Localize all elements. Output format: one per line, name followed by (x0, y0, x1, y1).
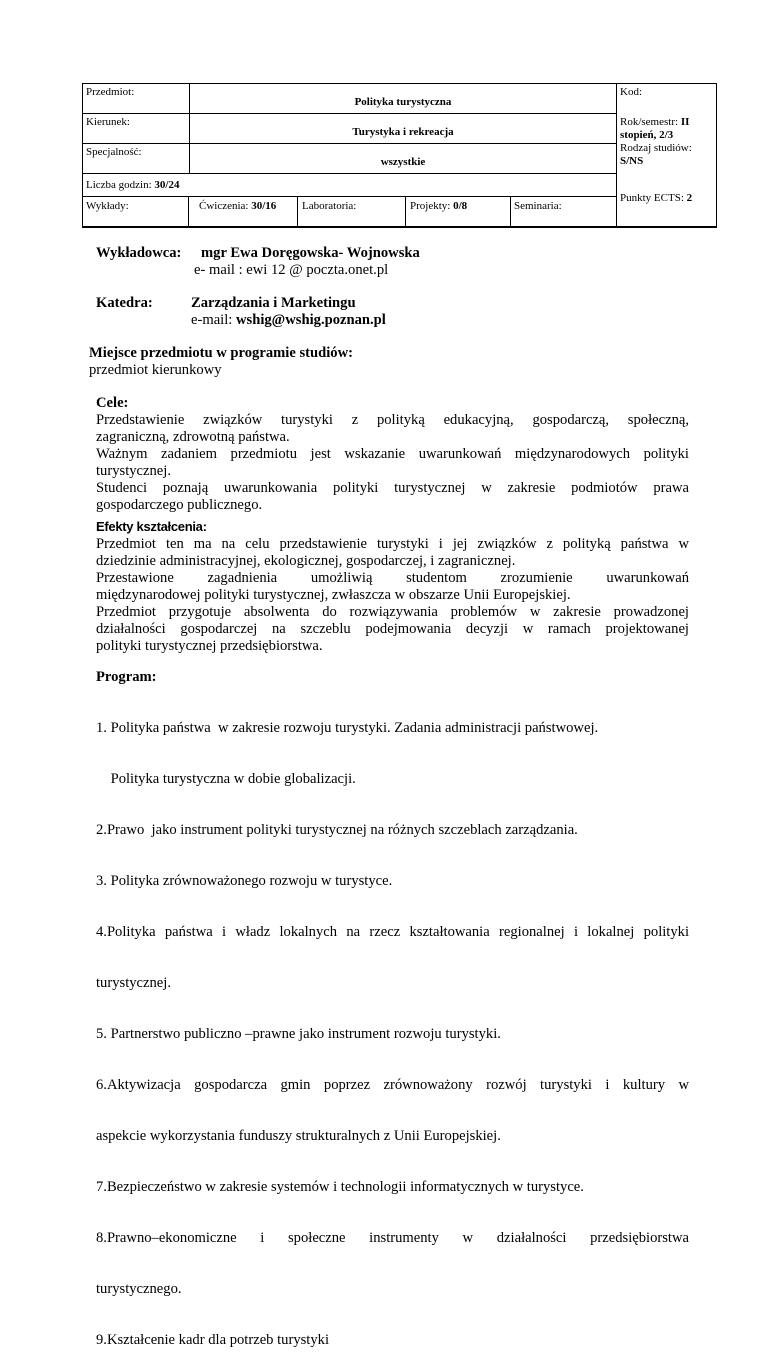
effects-line: działalności gospodarczej na szczeblu podejmowania decyzji w ramach projektowanej (96, 621, 689, 637)
rok-semestr-cell (620, 116, 716, 168)
liczba-value: 30/24 (154, 179, 180, 191)
kierunek-label: Kierunek: (86, 116, 130, 128)
place-text: przedmiot kierunkowy (89, 362, 222, 378)
laboratoria-label: Laboratoria: (302, 200, 357, 212)
department-email: wshig@wshig.poznan.pl (236, 312, 386, 328)
program-item: 1. Polityka państwa w zakresie rozwoju turystyki. Zadania administracji państwowej. (96, 720, 599, 736)
cwiczenia-label: Ćwiczenia: (199, 200, 249, 212)
ects-label: Punkty ECTS: (620, 192, 684, 204)
effects-line: polityki turystycznej przedsiębiorstwa. (96, 638, 323, 654)
effects-line: Przedmiot ten ma na celu przedstawienie turystyki i jej związków z polityką państwa w (96, 536, 689, 552)
ects-cell (620, 192, 692, 205)
program-item: 9.Kształcenie kadr dla potrzeb turystyki (96, 1332, 330, 1348)
seminaria-label: Seminaria: (514, 200, 562, 212)
liczba-godzin-cell (86, 179, 179, 192)
effects-line: międzynarodowej polityki turystycznej, zwłaszcza w obszarze Unii Europejskiej. (96, 587, 571, 603)
effects-heading: Efekty kształcenia: (96, 519, 207, 534)
lecturer-name: mgr Ewa Doręgowska- Wojnowska (201, 245, 420, 261)
projekty-value: 0/8 (453, 200, 468, 212)
lecturer-email: e- mail : ewi 12 @ poczta.onet.pl (194, 262, 389, 278)
program-item: turystycznej. (96, 975, 171, 991)
program-item: 5. Partnerstwo publiczno –prawne jako instrument rozwoju turystyki. (96, 1026, 501, 1042)
program-item: 4.Polityka państwa i władz lokalnych na rzecz kształtowania regionalnej i lokalnej polityki (96, 924, 689, 940)
kod-label: Kod: (620, 86, 642, 98)
effects-line: Przestawione zagadnienia umożliwią studentom zrozumienie uwarunkowań (96, 570, 689, 586)
projekty-label: Projekty: (410, 200, 451, 212)
effects-line: Przedmiot przygotuje absolwenta do rozwiązywania problemów w zakresie prowadzonej (96, 604, 689, 620)
liczba-label: Liczba godzin: (86, 179, 152, 191)
program-item: 7.Bezpieczeństwo w zakresie systemów i technologii informatycznych w turystyce. (96, 1179, 584, 1195)
cwiczenia-cell (199, 200, 276, 213)
projekty-cell (410, 200, 467, 213)
place-heading: Miejsce przedmiotu w programie studiów: (89, 345, 353, 361)
lecturer-label: Wykładowca: (96, 245, 182, 261)
program-item: aspekcie wykorzystania funduszy strukturalnych z Unii Europejskiej. (96, 1128, 501, 1144)
przedmiot-value: Polityka turystyczna (354, 96, 452, 108)
program-item: 6.Aktywizacja gospodarcza gmin poprzez zrównoważony rozwój turystyki i kultury w (96, 1077, 689, 1093)
program-item: Polityka turystyczna w dobie globalizacji. (96, 771, 356, 787)
cwiczenia-value: 30/16 (251, 200, 277, 212)
rok-value-1: II (680, 116, 690, 128)
goals-text (96, 412, 689, 514)
program-item: turystycznego. (96, 1281, 182, 1297)
effects-line: dziedzinie administracyjnej, ekologicznej, gospodarczej, i zagranicznej. (96, 553, 516, 569)
program-heading: Program: (96, 669, 157, 685)
ects-value: 2 (686, 192, 693, 204)
goals-line: Ważnym zadaniem przedmiotu jest wskazanie uwarunkowań międzynarodowych polityki (96, 446, 689, 462)
department-email-line (191, 312, 386, 329)
specjalnosc-value: wszystkie (380, 156, 426, 168)
goals-line: Studenci poznają uwarunkowania polityki turystycznej w zakresie podmiotów prawa (96, 480, 689, 496)
przedmiot-label: Przedmiot: (86, 86, 135, 98)
goals-line: turystycznej. (96, 463, 171, 479)
rodzaj-label: Rodzaj studiów: (620, 142, 692, 154)
program-item: 3. Polityka zrównoważonego rozwoju w turystyce. (96, 873, 393, 889)
goals-line: zagraniczną, zdrowotną państwa. (96, 429, 290, 445)
program-item: 2.Prawo jako instrument polityki turystycznej na różnych szczeblach zarządzania. (96, 822, 578, 838)
rodzaj-value: S/NS (620, 155, 644, 167)
goals-line: Przedstawienie związków turystyki z polityką edukacyjną, gospodarczą, społeczną, (96, 412, 689, 428)
program-list (96, 686, 689, 1366)
goals-line: gospodarczego publicznego. (96, 497, 263, 513)
specjalnosc-label: Specjalność: (86, 146, 142, 158)
wyklady-label: Wykłady: (86, 200, 129, 212)
department-label: Katedra: (96, 295, 153, 311)
kierunek-value: Turystyka i rekreacja (352, 126, 454, 138)
goals-heading: Cele: (96, 395, 129, 411)
department-email-label: e-mail: (191, 312, 233, 328)
rok-value-2: stopień, 2/3 (620, 129, 674, 141)
department-name: Zarządzania i Marketingu (191, 295, 356, 311)
rok-label: Rok/semestr: (620, 116, 679, 128)
program-item: 8.Prawno–ekonomiczne i społeczne instrumenty w działalności przedsiębiorstwa (96, 1230, 689, 1246)
effects-text (96, 536, 689, 655)
